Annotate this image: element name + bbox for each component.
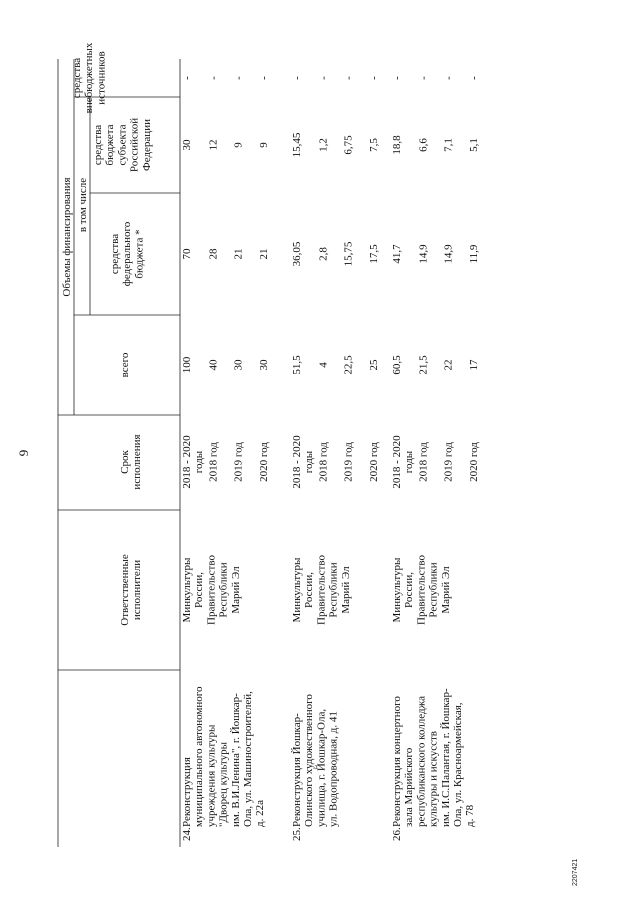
entry-name-line: Олинского художественного <box>303 694 316 827</box>
term-cell-line: 2018 год <box>317 442 330 482</box>
federal-cell: 21 <box>232 248 245 260</box>
total-cell: 30 <box>257 359 270 371</box>
table-page-body <box>16 42 480 847</box>
entry-executor-line: Правительство <box>415 555 428 625</box>
term-cell-line: 2018 год <box>417 442 430 482</box>
term-cell-line: 2019 год <box>442 442 455 482</box>
subject-cell: 7,1 <box>442 138 455 152</box>
total-cell: 25 <box>367 359 380 371</box>
term-header-line: Срок <box>119 450 131 474</box>
entry-executor-line: Минкультуры <box>391 557 403 623</box>
subject-header-line: субъекта <box>116 124 129 166</box>
subject-header-line: Федерации <box>140 119 153 171</box>
entry-executor-line: Марий Эл <box>439 566 452 614</box>
entry-name-line: Ола, ул. Машиностроителей, <box>242 691 254 827</box>
total-cell: 51,5 <box>291 355 303 375</box>
entry-executor-line: Республики <box>427 562 440 618</box>
entry-executor-line: России, <box>193 572 206 608</box>
extra-cell: - <box>317 76 330 80</box>
executors-header-line: исполнители <box>131 559 144 621</box>
entry-number: 25. <box>291 827 303 841</box>
entry-name-line: Реконструкция <box>181 757 193 827</box>
extra-cell: - <box>291 76 303 80</box>
entry-number: 26. <box>391 827 403 841</box>
extra-cell: - <box>442 76 455 80</box>
entry-executor-line: Минкультуры <box>181 557 193 623</box>
entry-name-line: муниципального автономного <box>193 686 206 827</box>
total-cell: 21,5 <box>417 355 430 375</box>
subject-header-line: Российской <box>128 117 141 173</box>
total-cell: 100 <box>181 356 193 374</box>
subject-cell: 9 <box>257 142 270 148</box>
subject-cell: 18,8 <box>391 135 403 155</box>
federal-cell: 41,7 <box>391 244 403 264</box>
extra-cell: - <box>207 76 220 80</box>
total-cell: 60,5 <box>391 355 403 375</box>
entry-name-line: д. 78 <box>464 804 477 827</box>
entry-name-line: культуры и искусств <box>427 731 440 827</box>
entry-name-line: Реконструкция Йошкар- <box>291 713 303 827</box>
subject-cell: 9 <box>232 142 245 148</box>
term-cell-line: 2018 - 2020 <box>391 435 403 489</box>
term-cell-line: 2020 год <box>367 442 380 482</box>
extra-cell: - <box>417 76 430 80</box>
total-cell: 30 <box>232 359 245 371</box>
extra-cell: - <box>391 76 403 80</box>
federal-cell: 17,5 <box>367 244 380 264</box>
entry-executor-line: Правительство <box>315 555 328 625</box>
federal-cell: 21 <box>257 248 270 260</box>
subject-cell: 6,75 <box>342 135 355 155</box>
term-cell-line: 2019 год <box>342 442 355 482</box>
extra-header-line: внебюджетных <box>83 42 96 114</box>
term-cell-line: годы <box>303 450 316 474</box>
page-number: 9 <box>16 449 31 457</box>
term-cell-line: годы <box>193 450 206 474</box>
term-cell-line: 2019 год <box>232 442 245 482</box>
total-header: всего <box>119 352 131 378</box>
entry-name-line: "Дворец культуры <box>217 742 230 827</box>
document-id-stamp: 2207421 <box>572 858 579 886</box>
extra-cell: - <box>342 76 355 80</box>
total-cell: 4 <box>317 362 330 368</box>
total-cell: 40 <box>207 359 220 371</box>
subject-header-line: средства <box>92 124 104 166</box>
subject-cell: 12 <box>207 139 220 151</box>
subject-cell: 1,2 <box>317 138 330 152</box>
extra-header-line: источников <box>95 51 108 105</box>
entry-executor-line: Правительство <box>205 555 218 625</box>
entry-name-line: Реконструкция концертного <box>391 696 403 827</box>
entry-executor-line: Марий Эл <box>229 566 242 614</box>
entry-executor-line: России, <box>303 572 316 608</box>
extra-cell: - <box>257 76 270 80</box>
extra-cell: - <box>232 76 245 80</box>
federal-cell: 28 <box>207 248 220 260</box>
entry-executor-line: Марий Эл <box>339 566 352 614</box>
federal-header-line: бюджета * <box>133 229 146 279</box>
subject-cell: 5,1 <box>467 138 480 152</box>
entry-name-line: зала Марийского <box>403 747 416 827</box>
entry-executor-line: Республики <box>217 562 230 618</box>
federal-cell: 2,8 <box>317 247 330 261</box>
entry-executor-line: Минкультуры <box>291 557 303 623</box>
term-cell-line: 2020 год <box>257 442 270 482</box>
subject-cell: 6,6 <box>417 138 430 152</box>
extra-header-line: средства <box>71 57 83 99</box>
subject-cell: 30 <box>181 139 193 151</box>
entry-name-line: им. В.И.Ленина", г. Йошкар- <box>229 693 242 827</box>
entry-name-line: республиканского колледжа <box>415 695 428 827</box>
executors-header-line: Ответственные <box>119 554 131 626</box>
term-header-line: исполнения <box>131 434 144 490</box>
total-cell: 22 <box>442 359 455 371</box>
term-cell-line: 2018 - 2020 <box>291 435 303 489</box>
entry-executor-line: Республики <box>327 562 340 618</box>
term-cell-line: годы <box>403 450 416 474</box>
extra-cell: - <box>367 76 380 80</box>
entry-name-line: Ола, ул. Красноармейская, <box>452 702 464 827</box>
subject-cell: 7,5 <box>367 138 380 152</box>
extra-cell: - <box>181 76 193 80</box>
entry-name-line: училища, г. Йошкар-Ола, <box>315 708 328 827</box>
total-cell: 17 <box>467 359 480 371</box>
extra-cell: - <box>467 76 480 80</box>
federal-cell: 11,9 <box>467 244 480 264</box>
subject-header-line: бюджета <box>104 124 117 166</box>
entry-name-line: им. И.С.Палантая, г. Йошкар- <box>439 688 452 827</box>
term-cell-line: 2018 - 2020 <box>181 435 193 489</box>
subject-cell: 15,45 <box>291 132 303 158</box>
entry-executor-line: России, <box>403 572 416 608</box>
funding-header: Объемы финансирования <box>61 177 73 297</box>
federal-cell: 14,9 <box>417 244 430 264</box>
federal-cell: 36,05 <box>291 241 303 267</box>
federal-cell: 14,9 <box>442 244 455 264</box>
federal-header-line: федерального <box>121 221 134 287</box>
including-header: в том числе <box>77 177 89 233</box>
entry-name-line: учреждения культуры <box>205 724 218 827</box>
federal-cell: 15,75 <box>342 241 355 267</box>
federal-cell: 70 <box>181 248 193 260</box>
entry-name-line: д. 22а <box>254 800 267 827</box>
total-cell: 22,5 <box>342 355 355 375</box>
federal-header-line: средства <box>109 233 121 275</box>
term-cell-line: 2018 год <box>207 442 220 482</box>
entry-name-line: ул. Водопроводная, д. 41 <box>327 711 340 827</box>
term-cell-line: 2020 год <box>467 442 480 482</box>
entry-number: 24. <box>181 827 193 841</box>
